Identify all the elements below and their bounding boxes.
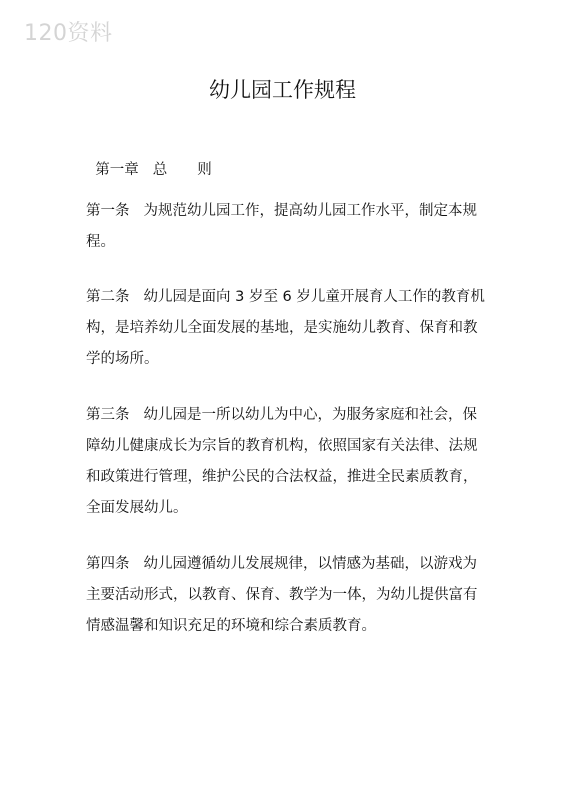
document-title: 幼儿园工作规程 (209, 78, 356, 102)
article-line: 程。 (86, 234, 115, 250)
article-number: 第一条 (86, 203, 130, 219)
article-line: 全面发展幼儿。 (86, 500, 188, 516)
article-2 (86, 282, 486, 375)
chapter-heading (86, 140, 242, 180)
article-line: 学的场所。 (86, 351, 159, 367)
article-number: 第三条 (86, 407, 130, 423)
article-line (86, 196, 486, 227)
article-line: 和政策进行管理，维护公民的合法权益，推进全民素质教育， (86, 469, 478, 485)
article-3 (86, 400, 486, 524)
article-line: 主要活动形式，以教育、保育、教学为一体，为幼儿提供富有 (86, 587, 478, 603)
article-text: 为规范幼儿园工作，提高幼儿园工作水平，制定本规 (143, 203, 477, 219)
article-text: 幼儿园是一所以幼儿为中心，为服务家庭和社会，保 (143, 407, 477, 423)
article-line: 障幼儿健康成长为宗旨的教育机构，依照国家有关法律、法规 (86, 438, 478, 454)
article-line (86, 282, 486, 313)
article-4 (86, 549, 486, 642)
watermark-text: 120资料 (24, 21, 113, 46)
article-number: 第二条 (86, 289, 130, 305)
article-1 (86, 196, 486, 258)
chapter-title: 总则 (152, 162, 242, 178)
article-text: 幼儿园是面向 3 岁至 6 岁儿童开展育人工作的教育机 (143, 289, 485, 305)
article-line: 构，是培养幼儿全面发展的基地，是实施幼儿教育、保育和教 (86, 320, 478, 336)
article-line (86, 549, 486, 580)
article-text: 幼儿园遵循幼儿发展规律，以情感为基础，以游戏为 (143, 556, 477, 572)
article-number: 第四条 (86, 556, 130, 572)
chapter-number: 第一章 (95, 162, 139, 178)
article-line (86, 400, 486, 431)
article-line: 情感温馨和知识充足的环境和综合素质教育。 (86, 618, 376, 634)
